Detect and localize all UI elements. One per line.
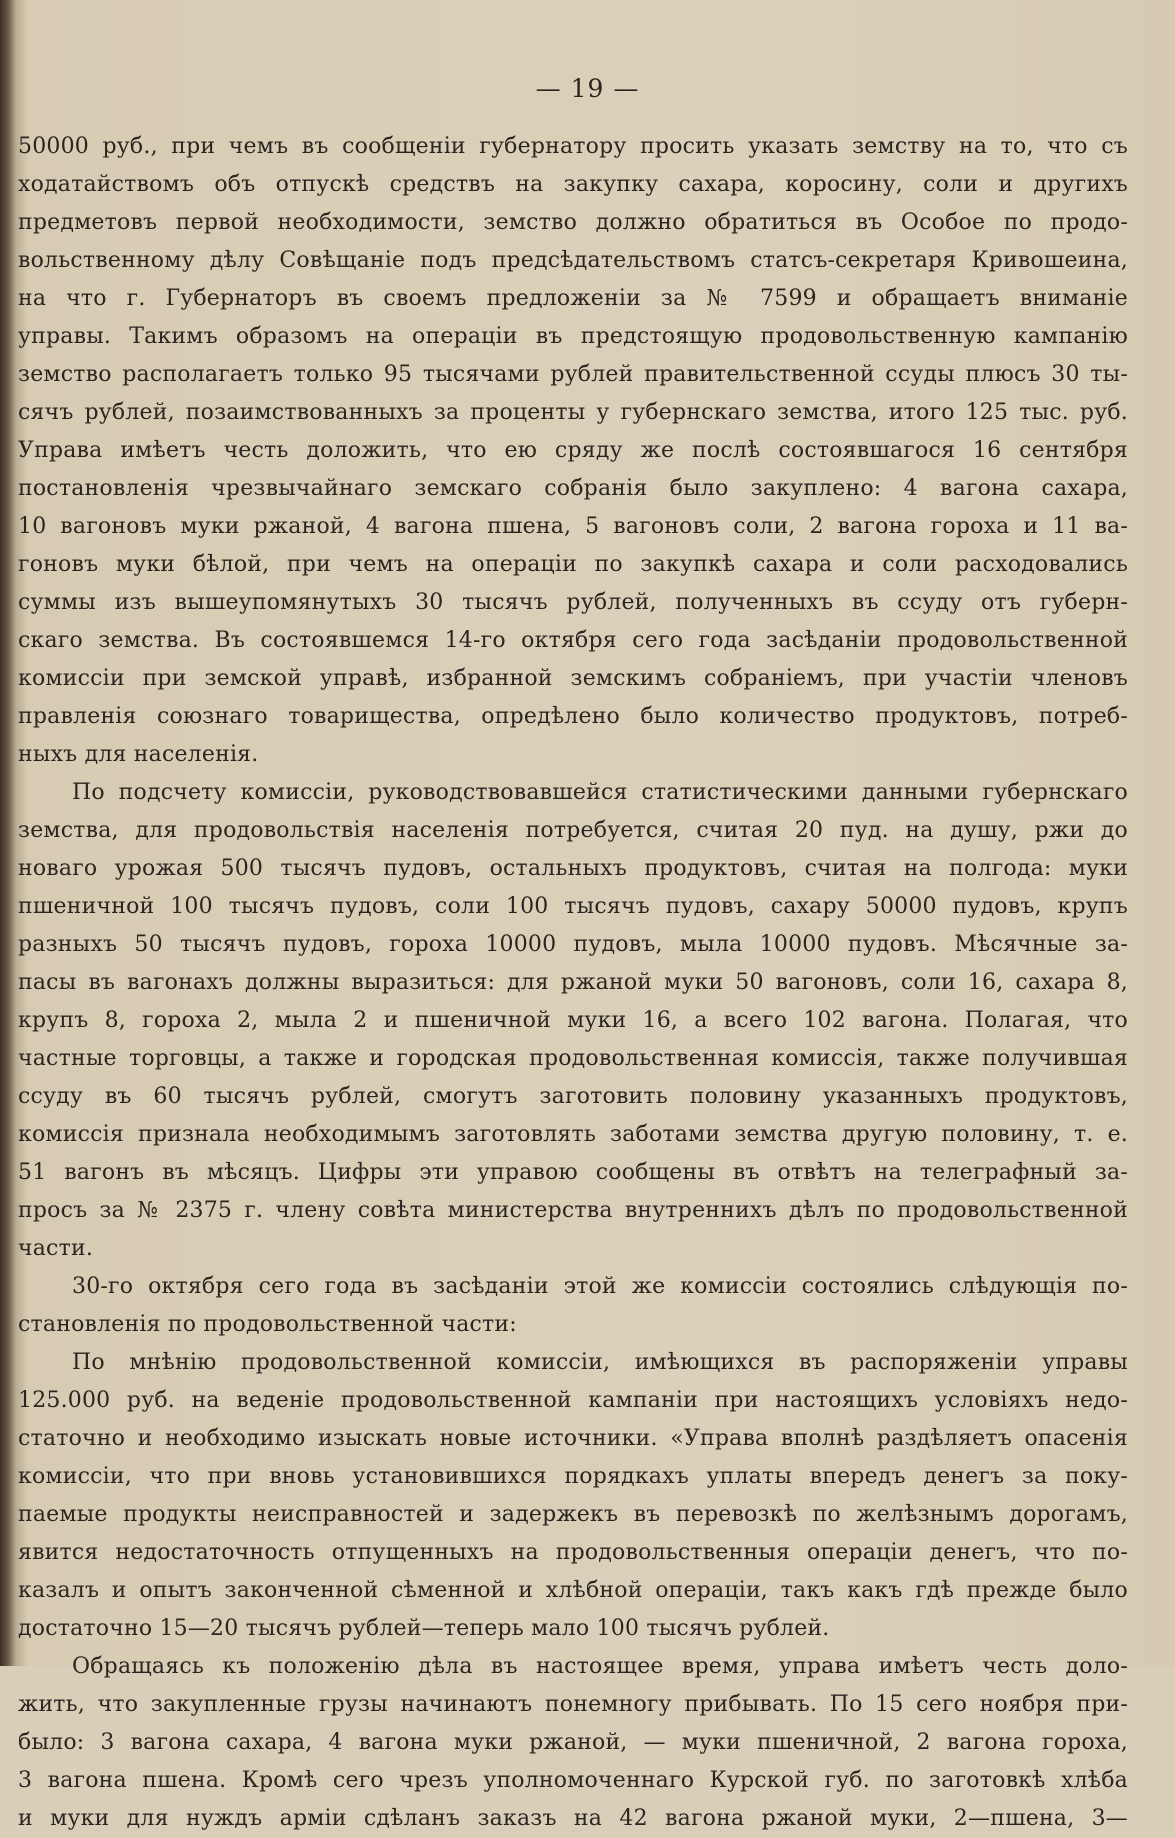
- text-line: явится недостаточность отпущенныхъ на продовольственныя операціи денегъ, что по-: [18, 1540, 1128, 1565]
- text-line: Обращаясь къ положенію дѣла въ настоящее время, управа имѣетъ честь доло-: [72, 1654, 1128, 1679]
- text-line: части.: [18, 1236, 94, 1261]
- text-line: паемые продукты неисправностей и задержекъ въ перевозкѣ по желѣзнымъ дорогамъ,: [18, 1502, 1128, 1527]
- text-line: крупъ 8, гороха 2, мыла 2 и пшеничной муки 16, а всего 102 вагона. Полагая, что: [18, 1008, 1128, 1033]
- text-line: Управа имѣетъ честь доложить, что ею сряду же послѣ состоявшагося 16 сентября: [18, 438, 1128, 463]
- text-line: управы. Такимъ образомъ на операціи въ предстоящую продовольственную кампанію: [18, 324, 1128, 349]
- text-line: новаго урожая 500 тысячъ пудовъ, остальныхъ продуктовъ, считая на полгода: муки: [18, 856, 1128, 881]
- text-line: частные торговцы, а также и городская продовольственная комиссія, также получившая: [18, 1046, 1128, 1071]
- text-line: По мнѣнію продовольственной комиссіи, имѣющихся въ распоряженіи управы: [72, 1350, 1128, 1375]
- text-line: постановленія чрезвычайнаго земскаго собранія было закуплено: 4 вагона сахара,: [18, 476, 1128, 501]
- text-line: По подсчету комиссіи, руководствовавшейся статистическими данными губернскаго: [72, 780, 1128, 805]
- text-line: казалъ и опытъ законченной сѣменной и хлѣбной операціи, такъ какъ гдѣ прежде было: [18, 1578, 1128, 1603]
- text-line: правленія союзнаго товарищества, опредѣлено было количество продуктовъ, потреб-: [18, 704, 1128, 729]
- text-line: становленія по продовольственной части:: [18, 1312, 517, 1337]
- text-line: 125.000 руб. на веденіе продовольственной кампаніи при настоящихъ условіяхъ недо-: [18, 1388, 1128, 1413]
- text-line: 30-го октября сего года въ засѣданіи этой же комиссіи состоялись слѣдующія по-: [72, 1274, 1128, 1299]
- text-line: вольственному дѣлу Совѣщаніе подъ предсѣдательствомъ статсъ-секретаря Кривошеина,: [18, 248, 1128, 273]
- text-line: жить, что закупленные грузы начинаютъ понемногу прибывать. По 15 сего ноября при-: [18, 1692, 1128, 1717]
- text-line: и муки для нуждъ арміи сдѣланъ заказъ на 42 вагона ржаной муки, 2—пшена, 3—: [18, 1806, 1128, 1831]
- body-text: [18, 128, 1128, 1838]
- page-number: — 19 —: [535, 74, 640, 103]
- text-line: 10 вагоновъ муки ржаной, 4 вагона пшена, 5 вагоновъ соли, 2 вагона гороха и 11 ва-: [18, 514, 1128, 539]
- text-line: на что г. Губернаторъ въ своемъ предложеніи за № 7599 и обращаетъ вниманіе: [18, 286, 1128, 311]
- text-line: просъ за № 2375 г. члену совѣта министерства внутреннихъ дѣлъ по продовольственной: [18, 1198, 1128, 1223]
- text-line: комиссіи, что при вновь установившихся порядкахъ уплаты впередъ денегъ за поку-: [18, 1464, 1128, 1489]
- text-line: достаточно 15—20 тысячъ рублей—теперь мало 100 тысячъ рублей.: [18, 1616, 830, 1641]
- text-line: земство располагаетъ только 95 тысячами рублей правительственной ссуды плюсъ 30 ты-: [18, 362, 1128, 387]
- text-line: пасы въ вагонахъ должны выразиться: для ржаной муки 50 вагоновъ, соли 16, сахара 8,: [18, 970, 1128, 995]
- text-line: ходатайствомъ объ отпускѣ средствъ на закупку сахара, коросину, соли и другихъ: [18, 172, 1128, 197]
- text-line: скаго земства. Въ состоявшемся 14-го октября сего года засѣданіи продовольственной: [18, 628, 1128, 653]
- text-line: ныхъ для населенія.: [18, 742, 259, 767]
- text-line: 50000 руб., при чемъ въ сообщеніи губернатору просить указать земству на то, что съ: [18, 134, 1128, 159]
- text-line: было: 3 вагона сахара, 4 вагона муки ржаной, — муки пшеничной, 2 вагона гороха,: [18, 1730, 1128, 1755]
- text-line: суммы изъ вышеупомянутыхъ 30 тысячъ рублей, полученныхъ въ ссуду отъ губерн-: [18, 590, 1128, 615]
- text-line: разныхъ 50 тысячъ пудовъ, гороха 10000 пудовъ, мыла 10000 пудовъ. Мѣсячные за-: [18, 932, 1128, 957]
- text-line: земства, для продовольствія населенія потребуется, считая 20 пуд. на душу, ржи до: [18, 818, 1128, 843]
- text-line: комиссіи при земской управѣ, избранной земскимъ собраніемъ, при участіи членовъ: [18, 666, 1128, 691]
- text-line: сячъ рублей, позаимствованныхъ за проценты у губернскаго земства, итого 125 тыс. руб.: [18, 400, 1128, 425]
- text-line: пшеничной 100 тысячъ пудовъ, соли 100 тысячъ пудовъ, сахару 50000 пудовъ, крупъ: [18, 894, 1128, 919]
- text-line: гоновъ муки бѣлой, при чемъ на операціи по закупкѣ сахара и соли расходовались: [18, 552, 1128, 577]
- text-line: предметовъ первой необходимости, земство должно обратиться въ Особое по продо-: [18, 210, 1128, 235]
- text-line: статочно и необходимо изыскать новые источники. «Управа вполнѣ раздѣляетъ опасенія: [18, 1426, 1128, 1451]
- text-line: 3 вагона пшена. Кромѣ сего чрезъ уполномоченнаго Курской губ. по заготовкѣ хлѣба: [18, 1768, 1128, 1793]
- text-line: 51 вагонъ въ мѣсяцъ. Цифры эти управою сообщены въ отвѣтъ на телеграфный за-: [18, 1160, 1128, 1185]
- text-line: ссуду въ 60 тысячъ рублей, смогутъ заготовить половину указанныхъ продуктовъ,: [18, 1084, 1128, 1109]
- text-line: комиссія признала необходимымъ заготовлять заботами земства другую половину, т. е.: [18, 1122, 1128, 1147]
